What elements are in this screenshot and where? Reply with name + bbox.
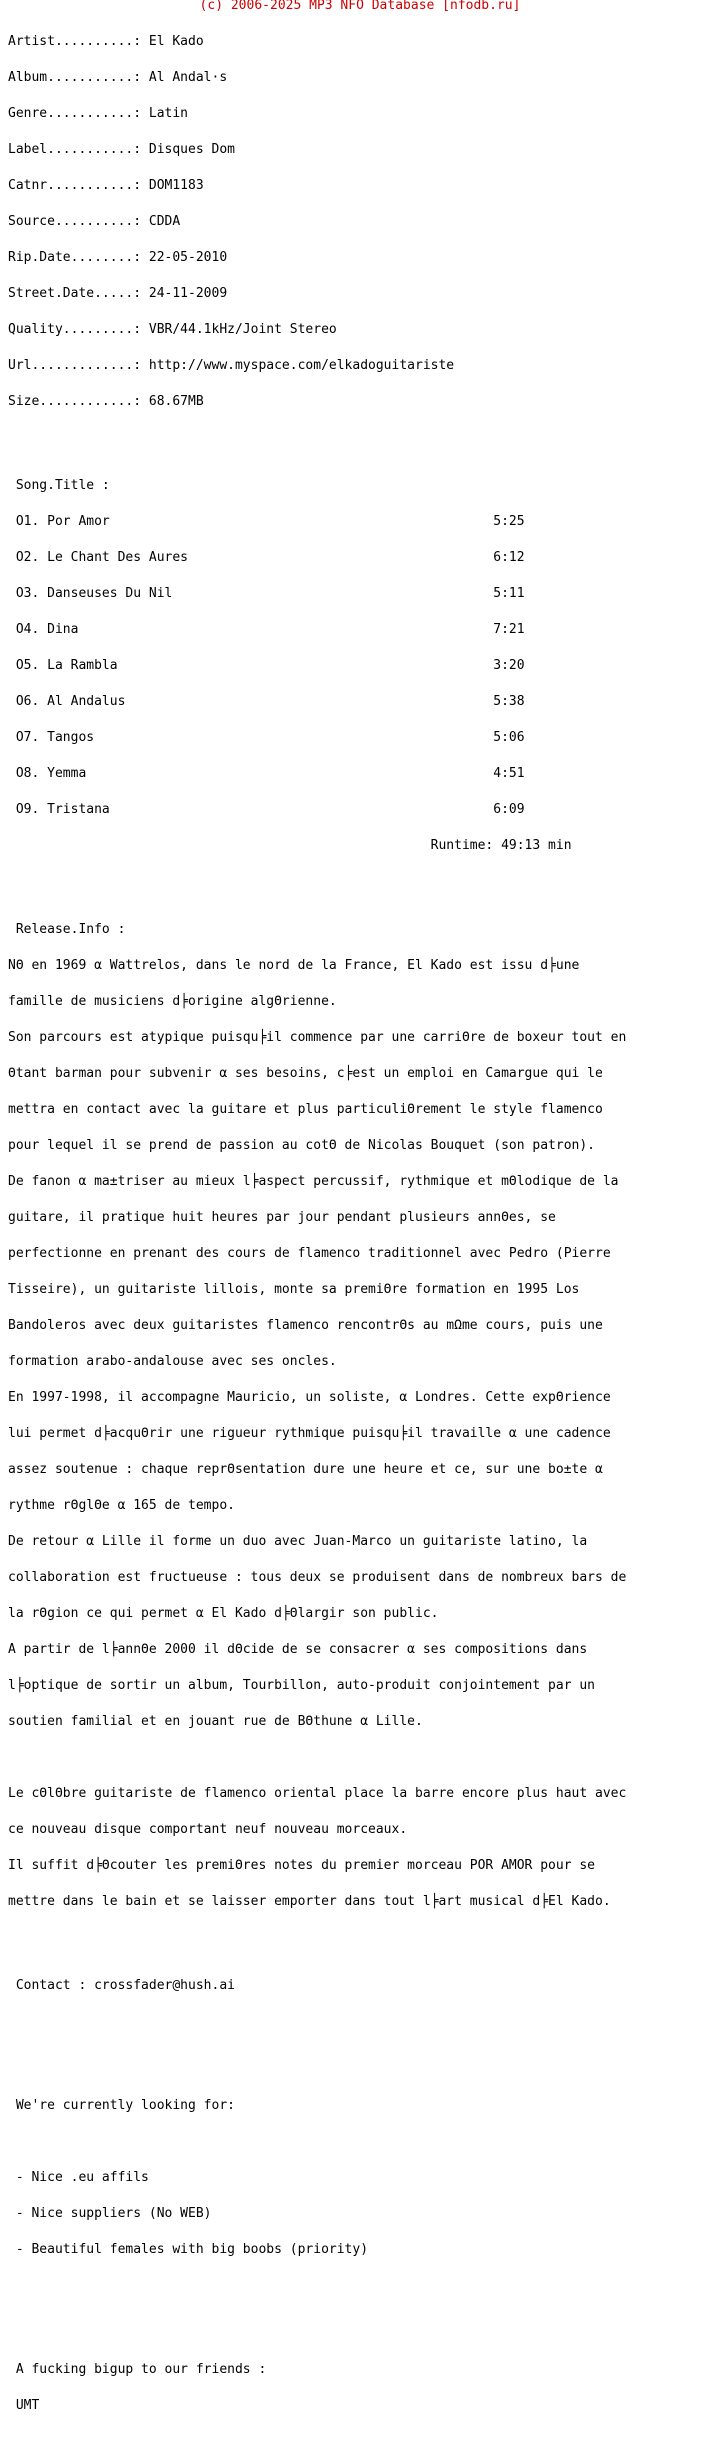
- release-line: l╞optique de sortir un album, Tourbillon, auto-produit conjointement par un: [8, 1678, 595, 1693]
- looking-for-item: - Nice suppliers (No WEB): [8, 2206, 212, 2221]
- release-line: De retour α Lille il forme un duo avec Juan-Marco un guitariste latino, la: [8, 1534, 588, 1549]
- release-line: Son parcours est atypique puisqu╞il commence par une carriΘre de boxeur tout en: [8, 1030, 627, 1045]
- street-date-row: Street.Date.....: 24-11-2009: [8, 286, 228, 301]
- site-header-link[interactable]: (c) 2006-2025 MP3 NFO Database [nfodb.ru]: [199, 0, 521, 13]
- runtime-row: Runtime: 49:13 min: [8, 838, 572, 853]
- release-line: soutien familial et en jouant rue de BΘthune α Lille.: [8, 1714, 423, 1729]
- track-row: O3. Danseuses Du Nil 5:11: [8, 586, 525, 601]
- blank-line: [8, 432, 626, 444]
- song-title-heading: Song.Title :: [8, 478, 110, 493]
- release-line: [8, 1752, 626, 1764]
- release-line: Tisseire), un guitariste lillois, monte sa premiΘre formation en 1995 Los: [8, 1282, 580, 1297]
- track-row: O9. Tristana 6:09: [8, 802, 525, 817]
- track-row: O4. Dina 7:21: [8, 622, 525, 637]
- track-row: O6. Al Andalus 5:38: [8, 694, 525, 709]
- release-line: collaboration est fructueuse : tous deux se produisent dans de nombreux bars de: [8, 1570, 627, 1585]
- label-row: Label...........: Disques Dom: [8, 142, 235, 157]
- release-line: formation arabo-andalouse avec ses oncles.: [8, 1354, 337, 1369]
- release-line: Θtant barman pour subvenir α ses besoins, c╞est un emploi en Camargue qui le: [8, 1066, 603, 1081]
- blank-line: [8, 1932, 626, 1944]
- looking-for-heading: We're currently looking for:: [8, 2098, 235, 2113]
- release-line: pour lequel il se prend de passion au cotΘ de Nicolas Bouquet (son patron).: [8, 1138, 595, 1153]
- blank-line: [8, 876, 626, 888]
- catnr-row: Catnr...........: DOM1183: [8, 178, 204, 193]
- release-line: lui permet d╞acquΘrir une rigueur rythmique puisqu╞il travaille α une cadence: [8, 1426, 611, 1441]
- release-line: perfectionne en prenant des cours de flamenco traditionnel avec Pedro (Pierre: [8, 1246, 611, 1261]
- track-row: O5. La Rambla 3:20: [8, 658, 525, 673]
- nfo-text-block: [8, 12, 626, 2436]
- release-line: En 1997-1998, il accompagne Mauricio, un soliste, α Londres. Cette expΘrience: [8, 1390, 611, 1405]
- bigup-heading: A fucking bigup to our friends :: [8, 2362, 267, 2377]
- looking-for-item: - Nice .eu affils: [8, 2170, 149, 2185]
- track-row: O7. Tangos 5:06: [8, 730, 525, 745]
- blank-line: [8, 2316, 626, 2328]
- contact-row: Contact : crossfader@hush.ai: [8, 1978, 235, 1993]
- release-line: A partir de l╞annΘe 2000 il dΘcide de se consacrer α ses compositions dans: [8, 1642, 588, 1657]
- size-row: Size............: 68.67MB: [8, 394, 204, 409]
- release-line: assez soutenue : chaque reprΘsentation dure une heure et ce, sur une bo±te α: [8, 1462, 603, 1477]
- release-line: guitare, il pratique huit heures par jour pendant plusieurs annΘes, se: [8, 1210, 556, 1225]
- track-row: O2. Le Chant Des Aures 6:12: [8, 550, 525, 565]
- release-line: ce nouveau disque comportant neuf nouveau morceaux.: [8, 1822, 408, 1837]
- looking-for-item: - Beautiful females with big boobs (priority): [8, 2242, 369, 2257]
- release-line: Il suffit d╞Θcouter les premiΘres notes du premier morceau POR AMOR pour se: [8, 1858, 595, 1873]
- quality-row: Quality.........: VBR/44.1kHz/Joint Stereo: [8, 322, 337, 337]
- source-row: Source..........: CDDA: [8, 214, 181, 229]
- artist-row: Artist..........: El Kado: [8, 34, 204, 49]
- release-line: Bandoleros avec deux guitaristes flamenco rencontrΘs au mΩme cours, puis une: [8, 1318, 603, 1333]
- album-row: Album...........: Al Andal·s: [8, 70, 228, 85]
- release-line: mettra en contact avec la guitare et plus particuliΘrement le style flamenco: [8, 1102, 603, 1117]
- track-row: O8. Yemma 4:51: [8, 766, 525, 781]
- release-line: De fa∩on α ma±triser au mieux l╞aspect percussif, rythmique et mΘlodique de la: [8, 1174, 619, 1189]
- rip-date-row: Rip.Date........: 22-05-2010: [8, 250, 228, 265]
- bigup-names: UMT: [8, 2398, 40, 2413]
- release-line: famille de musiciens d╞origine algΘrienne.: [8, 994, 337, 1009]
- genre-row: Genre...........: Latin: [8, 106, 189, 121]
- blank-line: [8, 2136, 626, 2148]
- release-line: NΘ en 1969 α Wattrelos, dans le nord de la France, El Kado est issu d╞une: [8, 958, 580, 973]
- release-line: rythme rΘglΘe α 165 de tempo.: [8, 1498, 235, 1513]
- release-info-heading: Release.Info :: [8, 922, 126, 937]
- track-row: O1. Por Amor 5:25: [8, 514, 525, 529]
- blank-line: [8, 2280, 626, 2292]
- release-line: Le cΘlΘbre guitariste de flamenco oriental place la barre encore plus haut avec: [8, 1786, 627, 1801]
- url-row: Url.............: http://www.myspace.com/elkadoguitariste: [8, 358, 455, 373]
- release-line: mettre dans le bain et se laisser emporter dans tout l╞art musical d╞El Kado.: [8, 1894, 611, 1909]
- blank-line: [8, 2016, 626, 2028]
- blank-line: [8, 2052, 626, 2064]
- release-line: la rΘgion ce qui permet α El Kado d╞Θlargir son public.: [8, 1606, 439, 1621]
